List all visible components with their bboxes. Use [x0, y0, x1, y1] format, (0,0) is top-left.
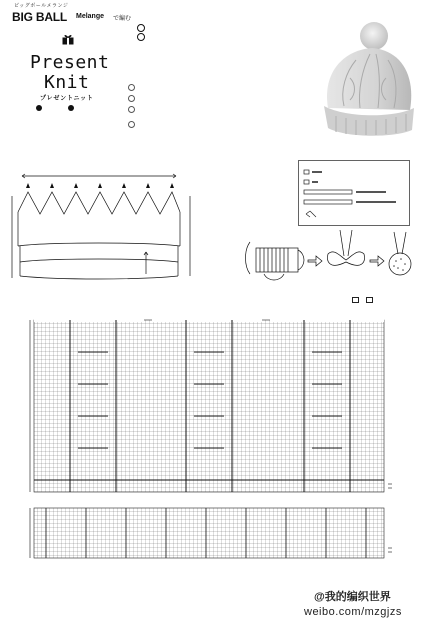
bullet-dot-2 — [68, 105, 74, 111]
hat-photo — [316, 20, 420, 138]
mark-circle-b — [137, 33, 145, 41]
brand-name: BIG BALL — [12, 10, 68, 24]
spec-circle-3 — [128, 106, 135, 113]
brand-ruby: ビッグボールメランジ — [14, 3, 69, 9]
brand-sub-jp: で編む — [113, 16, 132, 22]
pompom-steps — [240, 226, 420, 286]
hat-diagram — [8, 166, 198, 286]
knitting-chart — [26, 312, 392, 564]
title-japanese: プレゼントニット — [40, 96, 94, 102]
title-line2: Knit — [44, 72, 90, 93]
spec-legend — [298, 160, 410, 226]
spec-circle-1 — [128, 84, 135, 91]
chart-legend-box-1 — [352, 297, 359, 303]
chart-legend-box-2 — [366, 297, 373, 303]
pompom-icon — [360, 22, 388, 50]
scissors-icon — [306, 211, 316, 217]
watermark-text: @我的编织世界 — [314, 591, 391, 603]
weibo-link[interactable]: weibo.com/mzgjzs — [304, 606, 402, 618]
gift-icon — [62, 34, 74, 45]
title-line1: Present — [30, 52, 110, 73]
brand-sub: Melange — [76, 13, 105, 20]
bullet-dot-1 — [36, 105, 42, 111]
spec-circle-4 — [128, 121, 135, 128]
mark-circle-a — [137, 24, 145, 32]
spec-circle-2 — [128, 95, 135, 102]
